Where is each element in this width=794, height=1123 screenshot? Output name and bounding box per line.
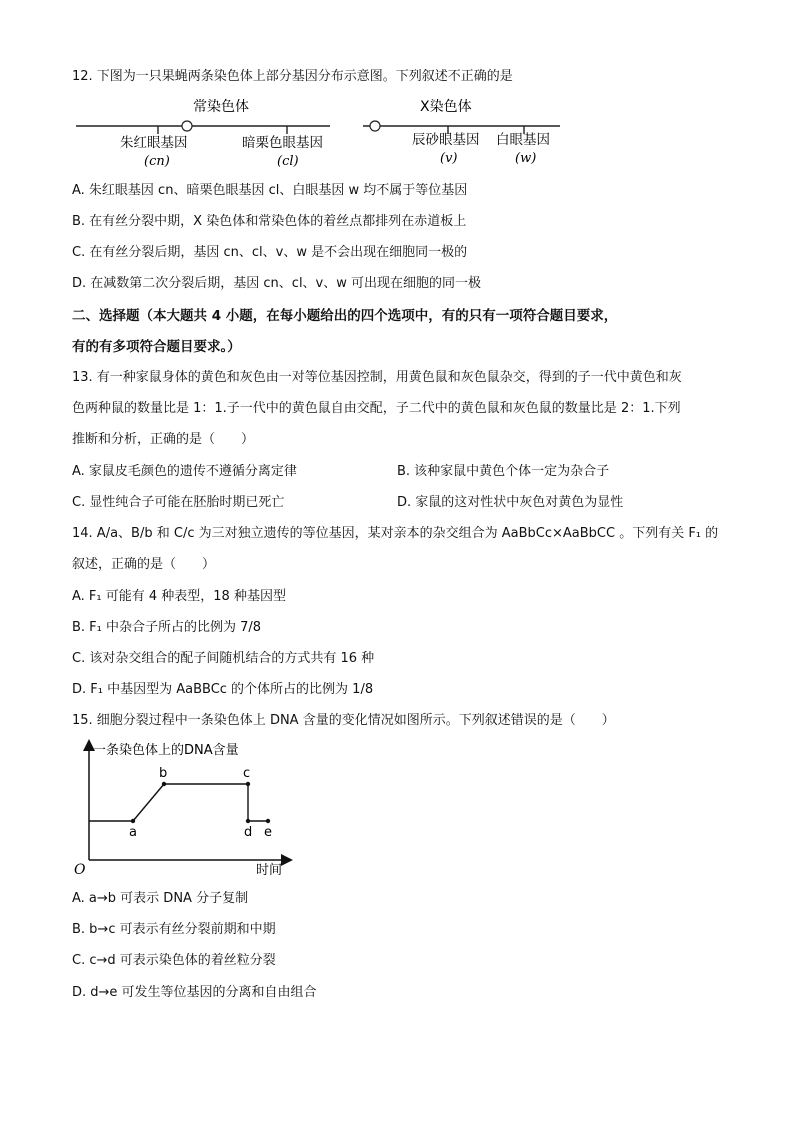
q13-option-c: C. 显性纯合子可能在胚胎时期已死亡 xyxy=(72,495,285,510)
gene-v-symbol: (v) xyxy=(440,151,458,166)
point-e-label: e xyxy=(264,825,272,840)
autosome-label: 常染色体 xyxy=(193,99,249,115)
point-e xyxy=(266,819,270,823)
q14-stem-line1: 14. A/a、B/b 和 C/c 为三对独立遗传的等位基因，某对亲本的杂交组合为 AaBbCc×AaBbCC 。下列有关 F₁ 的 xyxy=(72,526,719,541)
point-d xyxy=(246,819,250,823)
autosome-centromere xyxy=(182,121,192,131)
gene-w-name: 白眼基因 xyxy=(496,132,550,148)
y-axis-label: 一条染色体上的DNA含量 xyxy=(93,743,239,758)
q15-stem: 15. 细胞分裂过程中一条染色体上 DNA 含量的变化情况如图所示。下列叙述错误的是（ ） xyxy=(72,713,615,728)
q12-stem: 12. 下图为一只果蝇两条染色体上部分基因分布示意图。下列叙述不正确的是 xyxy=(72,69,513,84)
dna-content-graph xyxy=(70,734,330,884)
point-d-label: d xyxy=(244,825,253,840)
q13-stem-line1: 13. 有一种家鼠身体的黄色和灰色由一对等位基因控制，用黄色鼠和灰色鼠杂交，得到的子一代中黄色和灰 xyxy=(72,370,682,385)
gene-cn-symbol: (cn) xyxy=(144,154,170,169)
section-heading-line1: 二、选择题（本大题共 4 小题，在每小题给出的四个选项中，有的只有一项符合题目要求， xyxy=(72,308,618,324)
q13-option-b: B. 该种家鼠中黄色个体一定为杂合子 xyxy=(397,464,610,479)
q15-option-a: A. a→b 可表示 DNA 分子复制 xyxy=(72,891,249,906)
q14-option-c: C. 该对杂交组合的配子间随机结合的方式共有 16 种 xyxy=(72,651,375,666)
point-a xyxy=(131,819,135,823)
q13-stem-line3: 推断和分析，正确的是（ ） xyxy=(72,432,255,447)
q12-option-d: D. 在减数第二次分裂后期，基因 cn、cl、v、w 可出现在细胞的同一极 xyxy=(72,276,482,291)
q14-option-d: D. F₁ 中基因型为 AaBBCc 的个体所占的比例为 1/8 xyxy=(72,682,374,697)
gene-cl-name: 暗栗色眼基因 xyxy=(242,135,323,151)
origin-label: O xyxy=(74,862,86,878)
q12-option-b: B. 在有丝分裂中期，X 染色体和常染色体的着丝点都排列在赤道板上 xyxy=(72,214,467,229)
q14-stem-line2: 叙述，正确的是（ ） xyxy=(72,557,216,572)
section-heading-line2: 有的有多项符合题目要求。） xyxy=(72,339,241,355)
q12-option-c: C. 在有丝分裂后期，基因 cn、cl、v、w 是不会出现在细胞同一极的 xyxy=(72,245,468,260)
q15-option-d: D. d→e 可发生等位基因的分离和自由组合 xyxy=(72,985,317,1000)
q13-option-a: A. 家鼠皮毛颜色的遗传不遵循分离定律 xyxy=(72,464,297,479)
x-axis-label: 时间 xyxy=(256,863,283,878)
q12-option-a: A. 朱红眼基因 cn、暗栗色眼基因 cl、白眼基因 w 均不属于等位基因 xyxy=(72,183,468,198)
gene-cl-symbol: (cl) xyxy=(277,154,299,169)
q13-stem-line2: 色两种鼠的数量比是 1：1.子一代中的黄色鼠自由交配，子二代中的黄色鼠和灰色鼠的数量比是 2：1.下列 xyxy=(72,401,681,416)
point-c-label: c xyxy=(243,766,251,781)
gene-v-name: 辰砂眼基因 xyxy=(412,132,480,148)
x-centromere xyxy=(370,121,380,131)
gene-cn-name: 朱红眼基因 xyxy=(120,135,188,151)
point-c xyxy=(246,782,250,786)
point-b-label: b xyxy=(159,766,168,781)
q15-option-c: C. c→d 可表示染色体的着丝粒分裂 xyxy=(72,953,276,968)
q13-option-d: D. 家鼠的这对性状中灰色对黄色为显性 xyxy=(397,495,624,510)
q15-option-b: B. b→c 可表示有丝分裂前期和中期 xyxy=(72,922,276,937)
x-chromosome-label: X染色体 xyxy=(420,99,472,115)
q14-option-b: B. F₁ 中杂合子所占的比例为 7/8 xyxy=(72,620,262,635)
chromosome-diagram xyxy=(0,92,794,182)
point-a-label: a xyxy=(129,825,137,840)
q14-option-a: A. F₁ 可能有 4 种表型，18 种基因型 xyxy=(72,589,286,604)
point-b xyxy=(162,782,166,786)
dna-curve xyxy=(89,784,270,821)
gene-w-symbol: (w) xyxy=(515,151,537,166)
